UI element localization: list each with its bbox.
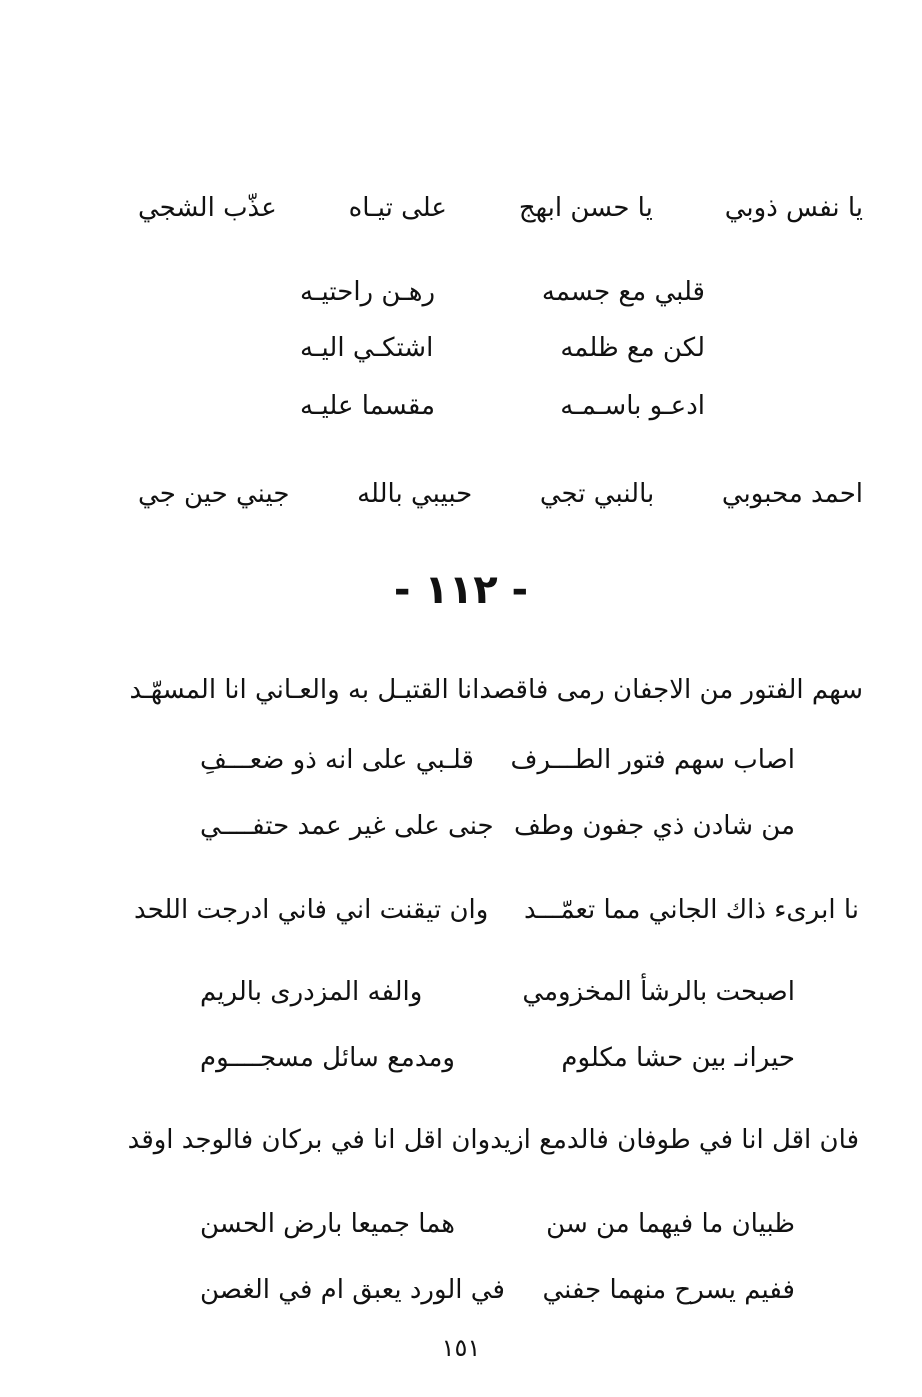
verse-hemistich: سهم الفتور من الاجفان رمى فاقصد: [479, 675, 863, 705]
verse-hemistich: مقسما عليـه: [300, 391, 436, 421]
verse-hemistich: قلـبي على انه ذو ضعـــفِ: [200, 745, 474, 775]
verse-hemistich: ففيم يسرح منهما جفني: [542, 1275, 795, 1305]
verse-couplet: [300, 328, 705, 368]
verse-couplet: [200, 1270, 795, 1310]
verse-hemistich: فان اقل انا في طوفان فالدمع ازيد: [490, 1125, 859, 1155]
verse-hemistich: ادعـو باسـمـه: [560, 391, 705, 421]
verse-segment: عذّب الشجي: [138, 193, 277, 223]
verse-line-wide: [127, 1120, 859, 1160]
verse-hemistich: وان اقل انا في بركان فالوجد اوقد: [127, 1125, 491, 1155]
verse-couplet: [200, 972, 795, 1012]
verse-hemistich: ومدمع سائل مسجــــوم: [200, 1043, 455, 1073]
verse-hemistich: وان تيقنت اني فاني ادرجت اللحد: [134, 895, 489, 925]
verse-line-wide: [134, 890, 859, 930]
verse-hemistich: نا ابرىء ذاك الجاني مما تعمّـــد: [523, 895, 859, 925]
verse-couplet: [300, 386, 705, 426]
verse-hemistich: اشتكـي اليـه: [300, 333, 434, 363]
verse-segment: بالنبي تجي: [539, 479, 655, 509]
verse-hemistich: اصاب سهم فتور الطـــرف: [510, 745, 795, 775]
verse-hemistich: رهـن راحتيـه: [300, 277, 436, 307]
verse-couplet: [200, 1038, 795, 1078]
verse-hemistich: لكن مع ظلمه: [560, 333, 705, 363]
verse-line-header: [138, 188, 863, 228]
verse-couplet: [200, 1204, 795, 1244]
verse-segment: يا حسن ابهج: [518, 193, 653, 223]
verse-couplet: [200, 806, 795, 846]
verse-line-footer: [138, 474, 863, 514]
verse-hemistich: حيرانـ بين حشا مكلوم: [561, 1043, 795, 1073]
poem-number: - ١١٢ -: [393, 567, 529, 613]
verse-couplet: [200, 740, 795, 780]
verse-segment: يا نفس ذوبي: [724, 193, 863, 223]
verse-hemistich: انا القتيـل به والعـاني انا المسهّـد: [129, 675, 480, 705]
verse-hemistich: اصبحت بالرشأ المخزومي: [522, 977, 795, 1007]
verse-segment: احمد محبوبي: [721, 479, 863, 509]
verse-hemistich: في الورد يعبق ام في الغصن: [200, 1275, 505, 1305]
verse-segment: حبيبي بالله: [357, 479, 473, 509]
verse-hemistich: قلبي مع جسمه: [541, 277, 705, 307]
verse-segment: جيني حين جي: [138, 479, 290, 509]
verse-hemistich: ظبيان ما فيهما من سن: [546, 1209, 795, 1239]
verse-hemistich: جنى على غير عمد حتفــــي: [200, 811, 494, 841]
page-number: ١٥١: [441, 1334, 481, 1362]
verse-line-wide: [129, 670, 863, 710]
verse-segment: على تيـاه: [348, 193, 447, 223]
verse-hemistich: من شادن ذي جفون وطف: [514, 811, 795, 841]
verse-couplet: [300, 272, 705, 312]
verse-hemistich: هما جميعا بارض الحسن: [200, 1209, 455, 1239]
verse-hemistich: والفه المزدرى بالريم: [200, 977, 423, 1007]
